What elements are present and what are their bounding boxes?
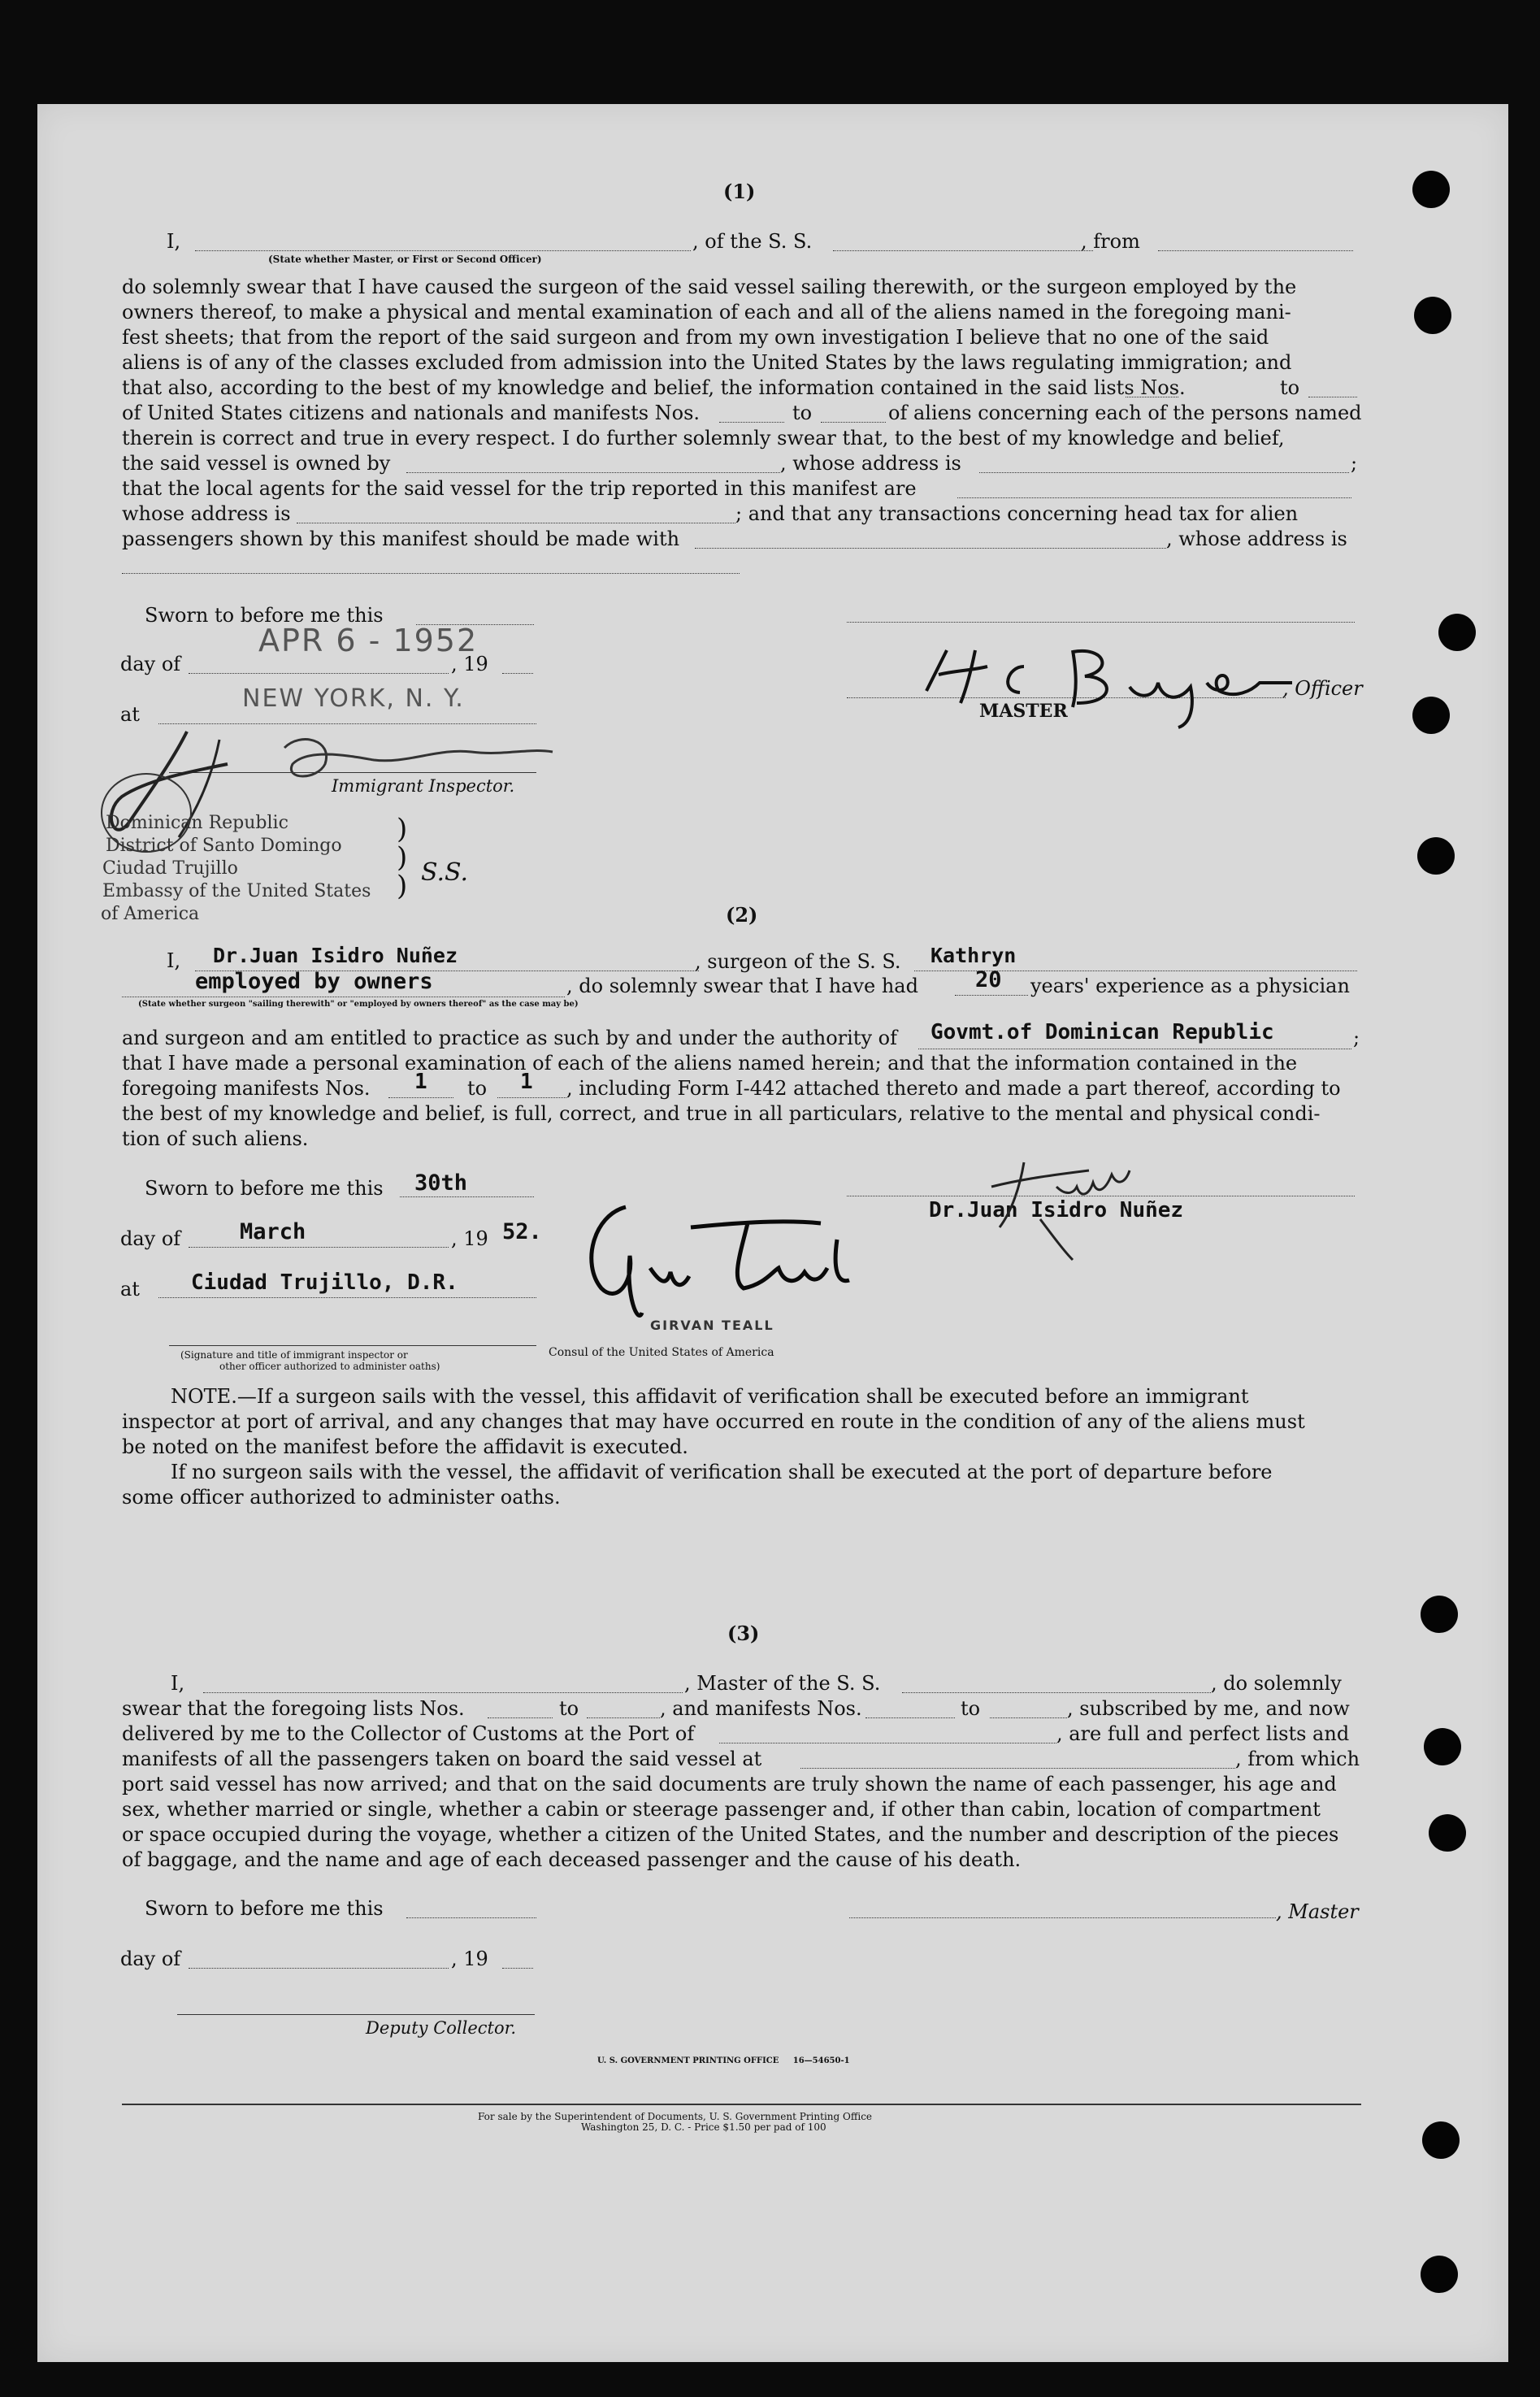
para-line: fest sheets; that from the report of the said surgeon and from my own investigation I believe that no one of the said [122, 326, 1269, 349]
surgeon-of-label: , surgeon of the S. S. [695, 950, 901, 973]
para-line: of United States citizens and nationals and manifests Nos. [122, 402, 701, 424]
at-label: at [120, 1278, 140, 1301]
manifest-from: 1 [414, 1070, 427, 1094]
year-label: , 19 [451, 653, 488, 675]
section-2-line: and surgeon and am entitled to practice as such by and under the authority of [122, 1027, 897, 1049]
authority-value: Govmt.of Dominican Republic [931, 1020, 1274, 1044]
note-line: inspector at port of arrival, and any changes that may have occurred en route in the condition of any of the aliens must [122, 1410, 1305, 1433]
section-3-number: (3) [727, 1622, 760, 1645]
para-line: that also, according to the best of my knowledge and belief, the information contained in the said lists Nos. [122, 376, 1186, 399]
sale-line: For sale by the Superintendent of Documents, U. S. Government Printing Office [478, 2111, 873, 2122]
sworn-year: 52. [502, 1219, 542, 1244]
para-line: whose address is [122, 502, 291, 525]
section-3-line: sex, whether married or single, whether a cabin or steerage passenger and, if other than cabin, location of compartment [122, 1798, 1321, 1821]
section-3-line: manifests of all the passengers taken on board the said vessel at [122, 1748, 762, 1770]
section-3-line: or space occupied during the voyage, whether a citizen of the United States, and the number and description of the pieces [122, 1823, 1339, 1846]
section-3-line: of baggage, and the name and age of each deceased passenger and the cause of his death. [122, 1848, 1022, 1871]
para-line: the said vessel is owned by [122, 452, 391, 475]
year-label: , 19 [451, 1948, 488, 1970]
immigrant-inspector-label: Immigrant Inspector. [332, 776, 515, 796]
jurisdiction-line: Ciudad Trujillo [102, 858, 238, 879]
section-2-number: (2) [726, 903, 758, 927]
section-2-line: , including Form I-442 attached thereto and made a part thereof, according to [566, 1077, 1341, 1100]
para-line: ; [1351, 452, 1358, 475]
section-2-line: that I have made a personal examination of each of the aliens named herein; and that the information contained in the [122, 1052, 1298, 1075]
sworn-label: Sworn to before me this [145, 1897, 384, 1920]
para-line: do solemnly swear that I have caused the surgeon of the said vessel sailing therewith, or the surgeon employed by the [122, 276, 1297, 298]
consul-signature [569, 1191, 886, 1329]
section-1-number: (1) [723, 180, 756, 203]
brace: ) [397, 841, 408, 874]
consul-title: Consul of the United States of America [549, 1346, 774, 1359]
section-2-i: I, [167, 949, 181, 972]
officer-label: , Officer [1282, 677, 1363, 700]
section-3-line: to [559, 1697, 579, 1720]
section-1-paragraph [122, 275, 1361, 376]
section-2-line: foregoing manifests Nos. [122, 1077, 371, 1100]
years-text: years' experience as a physician [1030, 975, 1350, 997]
note-line: NOTE.—If a surgeon sails with the vessel, this affidavit of verification shall be executed before an immigrant [171, 1385, 1249, 1408]
para-line: to [1280, 376, 1300, 399]
section-3-line: , from which [1235, 1748, 1360, 1770]
master-label: MASTER [979, 701, 1068, 722]
signer-name: Dr.Juan Isidro Nuñez [929, 1198, 1184, 1222]
manifest-to: 1 [520, 1070, 533, 1094]
sig-caption: other officer authorized to administer oaths) [219, 1361, 440, 1372]
section-2-line: to [467, 1077, 488, 1100]
sworn-label: Sworn to before me this [145, 604, 384, 627]
para-line: that the local agents for the said vessel for the trip reported in this manifest are [122, 477, 917, 500]
surgeon-signature [975, 1138, 1186, 1268]
section-3-line: swear that the foregoing lists Nos. [122, 1697, 465, 1720]
vessel-name: Kathryn [931, 944, 1017, 967]
sworn-day: 30th [414, 1170, 468, 1196]
section-2-line: the best of my knowledge and belief, is full, correct, and true in all particulars, relative to the mental and physical condi- [122, 1102, 1321, 1125]
section-3-line: , and manifests Nos. [660, 1697, 862, 1720]
para-line: to [792, 402, 813, 424]
binder-hole [1422, 2121, 1460, 2159]
jurisdiction-line: Embassy of the United States [102, 881, 371, 901]
binder-hole [1438, 614, 1476, 651]
para-line: owners thereof, to make a physical and mental examination of each and all of the aliens named in the foregoing mani- [122, 301, 1291, 324]
binder-hole [1421, 1596, 1458, 1633]
master-signature [910, 642, 1300, 732]
surgeon-state-caption: (State whether surgeon "sailing therewith" or "employed by owners thereof" as the case may be) [138, 1000, 579, 1009]
section-2-line: ; [1353, 1027, 1360, 1049]
jurisdiction-line: District of Santo Domingo [106, 836, 342, 856]
day-of-label: day of [120, 1948, 181, 1970]
section-3-line: , are full and perfect lists and [1056, 1722, 1350, 1745]
sale-line: Washington 25, D. C. - Price $1.50 per pad of 100 [581, 2121, 826, 2133]
sworn-place: Ciudad Trujillo, D.R. [191, 1270, 458, 1295]
para-line: , whose address is [1166, 528, 1347, 550]
solemnly-label: , do solemnly [1211, 1672, 1342, 1695]
para-line: of aliens concerning each of the persons named [888, 402, 1362, 424]
sworn-label: Sworn to before me this [145, 1177, 384, 1200]
year-label: , 19 [451, 1227, 488, 1250]
para-line: , whose address is [780, 452, 961, 475]
binder-hole [1429, 1814, 1466, 1852]
note-line: If no surgeon sails with the vessel, the affidavit of verification shall be executed at the port of departure before [171, 1461, 1273, 1483]
from-label: , from [1081, 230, 1140, 253]
note-line: some officer authorized to administer oaths. [122, 1486, 561, 1509]
binder-hole [1424, 1728, 1461, 1765]
jurisdiction-line: of America [101, 904, 200, 924]
years-value: 20 [975, 967, 1002, 992]
sworn-month: March [240, 1219, 306, 1244]
binder-hole [1414, 297, 1451, 334]
section-3-i: I, [171, 1672, 185, 1695]
of-ss-label: , of the S. S. [692, 230, 813, 253]
employed-by: employed by owners [195, 969, 433, 994]
jurisdiction-line: Dominican Republic [106, 813, 288, 833]
section-2-line: tion of such aliens. [122, 1127, 309, 1150]
brace: ) [397, 813, 408, 845]
surgeon-name: Dr.Juan Isidro Nuñez [213, 944, 458, 967]
at-label: at [120, 703, 140, 726]
binder-hole [1412, 171, 1450, 208]
para-line: aliens is of any of the classes excluded from admission into the United States by the laws regulating immigration; and [122, 351, 1292, 374]
section-3-line: delivered by me to the Collector of Customs at the Port of [122, 1722, 695, 1745]
master-of-label: , Master of the S. S. [684, 1672, 881, 1695]
binder-hole [1421, 2256, 1458, 2293]
section-3-line: to [961, 1697, 981, 1720]
brace: ) [397, 870, 408, 902]
para-line: ; and that any transactions concerning head tax for alien [735, 502, 1299, 525]
binder-hole [1417, 837, 1455, 875]
state-caption: (State whether Master, or First or Second Officer) [268, 254, 542, 265]
sig-caption: (Signature and title of immigrant inspector or [180, 1349, 408, 1361]
ss-handwritten: S.S. [421, 858, 469, 887]
section-3-line: port said vessel has now arrived; and that on the said documents are truly shown the name of each passenger, his age and [122, 1773, 1337, 1796]
place-stamp: NEW YORK, N. Y. [242, 684, 465, 713]
gpo-imprint: U. S. GOVERNMENT PRINTING OFFICE 16—54650-1 [597, 2056, 850, 2065]
day-of-label: day of [120, 1227, 181, 1250]
section-3-line: , subscribed by me, and now [1067, 1697, 1350, 1720]
master-sig-label: , Master [1276, 1900, 1359, 1923]
day-of-label: day of [120, 653, 181, 675]
date-stamp: APR 6 - 1952 [258, 623, 479, 658]
note-line: be noted on the manifest before the affidavit is executed. [122, 1435, 688, 1458]
consul-stamp: GIRVAN TEALL [650, 1318, 774, 1333]
binder-hole [1412, 697, 1450, 734]
para-line: therein is correct and true in every respect. I do further solemnly swear that, to the best of my knowledge and belief, [122, 427, 1285, 449]
section-1-i: I, [167, 230, 181, 253]
deputy-collector-label: Deputy Collector. [366, 2018, 517, 2038]
swear-text: , do solemnly swear that I have had [566, 975, 918, 997]
para-line: passengers shown by this manifest should be made with [122, 528, 680, 550]
